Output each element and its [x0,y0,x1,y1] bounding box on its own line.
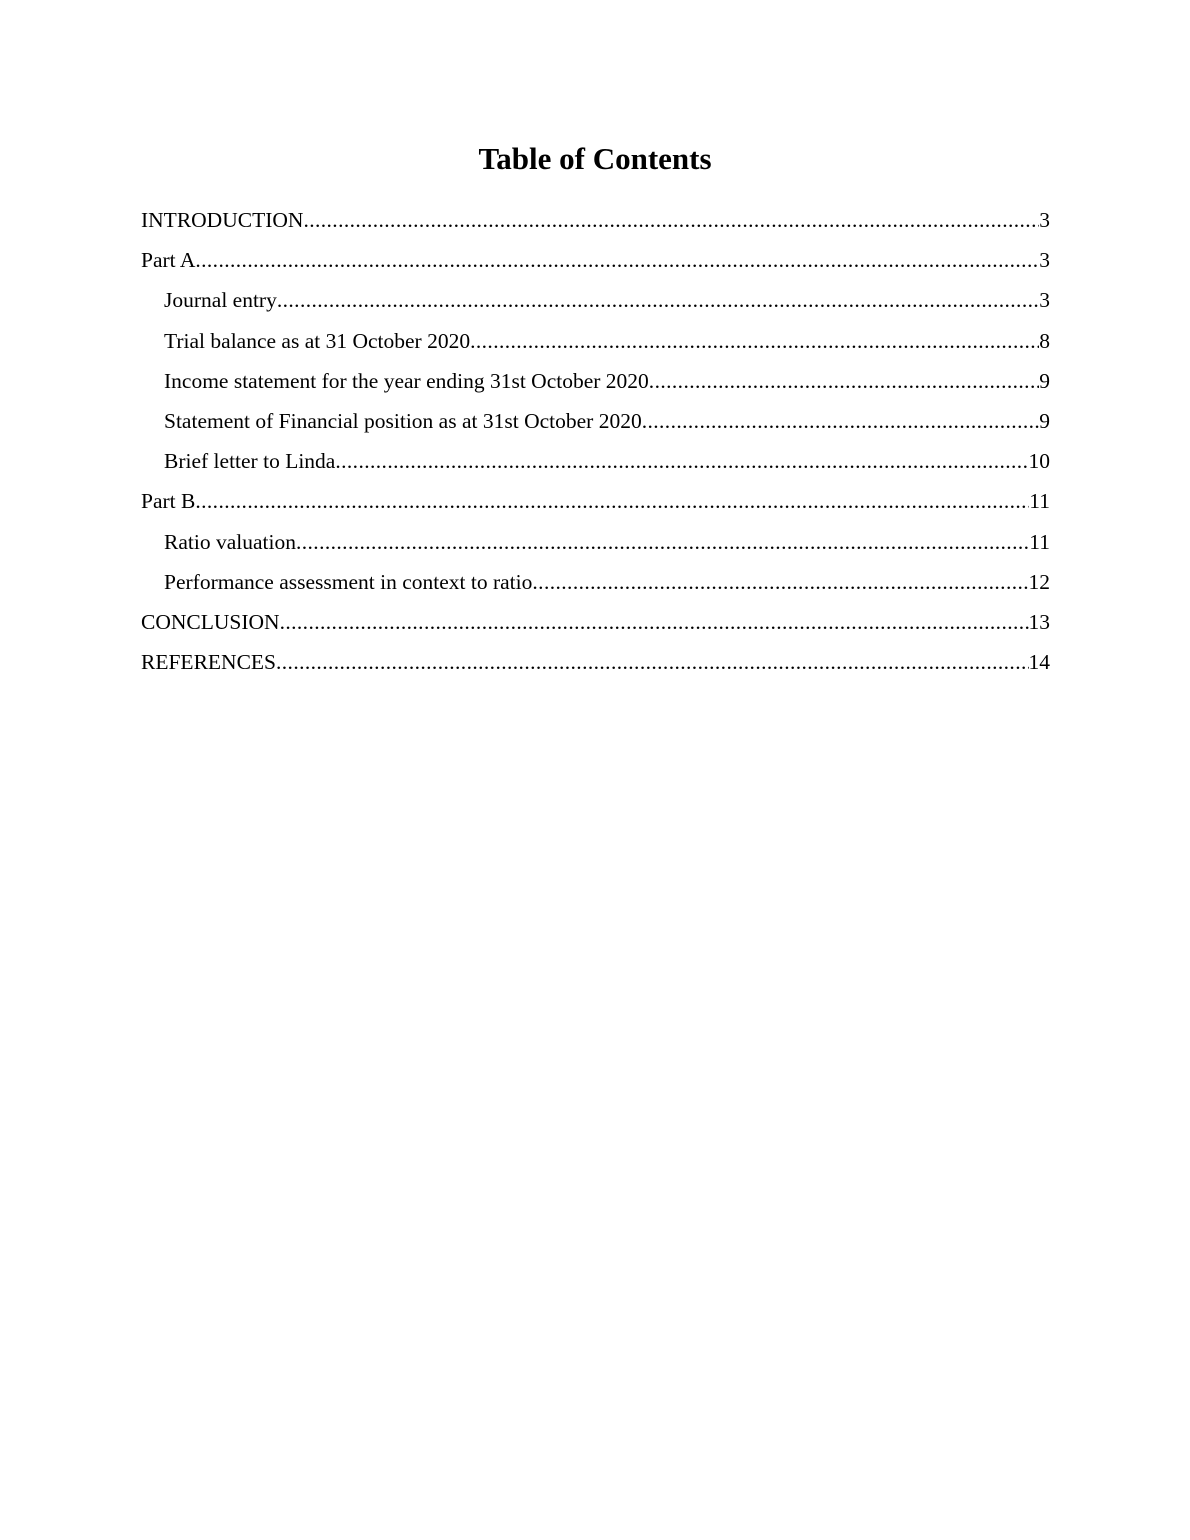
toc-entry-part-b[interactable] [141,481,1050,521]
toc-dot-leader [195,481,1029,521]
toc-entry-label: CONCLUSION [141,609,280,634]
toc-title: Table of Contents [478,141,712,176]
toc-page-number: 3 [1039,288,1050,313]
toc-entry-income-statement[interactable] [141,361,1050,401]
toc-entry-label: Income statement for the year ending 31st October 2020 [164,368,649,393]
toc-entry-journal-entry[interactable] [141,280,1050,320]
toc-dot-leader [296,522,1029,562]
toc-entry-label: Statement of Financial position as at 31st October 2020 [164,408,642,433]
toc-page-number: 13 [1028,609,1050,634]
toc-page-number: 11 [1029,489,1050,514]
toc-page-number: 8 [1039,328,1050,353]
toc-entry-label: Performance assessment in context to ratio [164,569,533,594]
toc-entry-label: REFERENCES [141,650,276,675]
toc-entry-label: INTRODUCTION [141,208,304,232]
toc-dot-leader [470,321,1039,361]
toc-page-number: 9 [1039,408,1050,433]
toc-entry-conclusion[interactable] [141,602,1050,642]
toc-page-number: 10 [1028,449,1050,474]
toc-entry-performance-assessment[interactable] [141,562,1050,602]
toc-page-number: 12 [1028,569,1050,594]
toc-entry-brief-letter[interactable] [141,441,1050,481]
toc-dot-leader [335,441,1028,481]
toc-entry-financial-position[interactable] [141,401,1050,441]
toc-dot-leader [303,200,1039,240]
table-of-contents [141,200,1050,682]
toc-page-number: 11 [1029,529,1050,554]
toc-entry-label: Brief letter to Linda [164,449,336,474]
toc-dot-leader [642,401,1040,441]
toc-entry-label: Part B [141,489,196,514]
toc-page-number: 9 [1039,368,1050,393]
toc-entry-trial-balance[interactable] [141,321,1050,361]
toc-dot-leader [195,240,1039,280]
toc-entry-label: Part A [141,248,196,273]
toc-page-number: 14 [1028,650,1050,675]
toc-dot-leader [649,361,1039,401]
toc-dot-leader [276,642,1029,682]
toc-page-number: 3 [1039,208,1050,232]
toc-dot-leader [532,562,1028,602]
toc-entry-references[interactable] [141,642,1050,682]
toc-dot-leader [277,280,1039,320]
toc-entry-part-a[interactable] [141,240,1050,280]
toc-entry-label: Ratio valuation [164,529,296,554]
toc-entry-introduction[interactable] [141,200,1050,240]
toc-entry-ratio-valuation[interactable] [141,522,1050,562]
toc-dot-leader [280,602,1029,642]
toc-page-number: 3 [1039,248,1050,273]
toc-entry-label: Trial balance as at 31 October 2020 [164,328,471,353]
toc-entry-label: Journal entry [164,288,277,313]
